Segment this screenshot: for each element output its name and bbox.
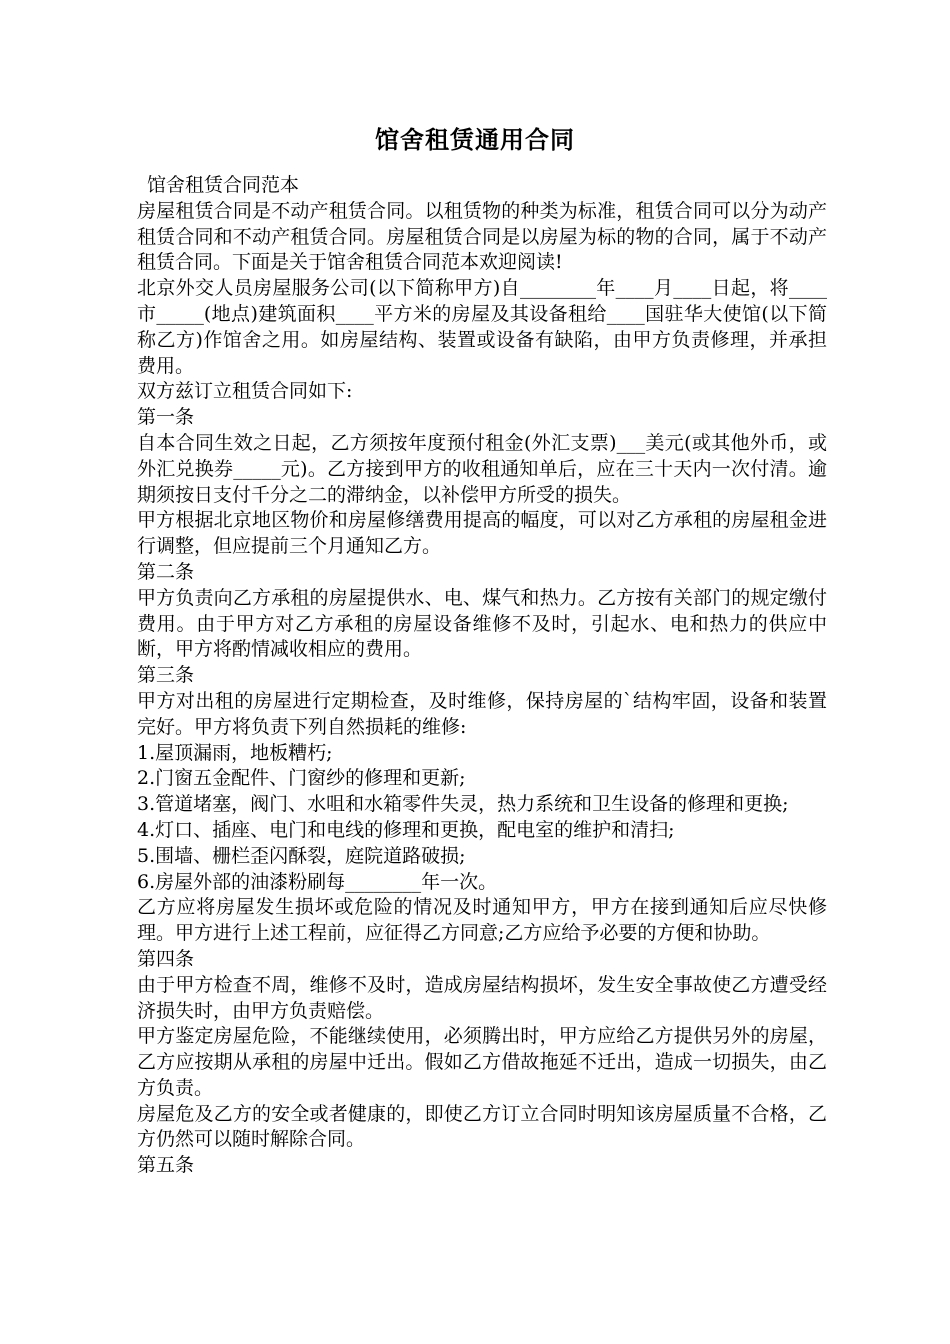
preamble-paragraph: 北京外交人员房屋服务公司(以下简称甲方)自________年____月____日起，将____市_____(地点)建筑面积____平方米的房屋及其设备租给____国驻华大使馆(以下简称乙方)作馆舍之用。如房屋结构、装置或设备有缺陷，由甲方负责修理，并承担费用。 (137, 277, 827, 377)
article-paragraph: 房屋危及乙方的安全或者健康的，即使乙方订立合同时明知该房屋质量不合格，乙方仍然可以随时解除合同。 (137, 1102, 827, 1151)
intro-paragraph: 房屋租赁合同是不动产租赁合同。以租赁物的种类为标准，租赁合同可以分为动产租赁合同和不动产租赁合同。房屋租赁合同是以房屋为标的物的合同，属于不动产租赁合同。下面是关于馆舍租赁合同范本欢迎阅读! (137, 199, 827, 274)
article-paragraph: 乙方应将房屋发生损坏或危险的情况及时通知甲方，甲方在接到通知后应尽快修理。甲方进行上述工程前，应征得乙方同意;乙方应给予必要的方便和协助。 (137, 896, 827, 945)
article-heading: 第二条 (137, 560, 195, 583)
article-heading: 第五条 (137, 1154, 195, 1177)
list-item: 4.灯口、插座、电门和电线的修理和更换，配电室的维护和清扫; (137, 818, 675, 841)
document-title: 馆舍租赁通用合同 (375, 125, 575, 155)
article-paragraph: 甲方根据北京地区物价和房屋修缮费用提高的幅度，可以对乙方承租的房屋租金进行调整，但应提前三个月通知乙方。 (137, 509, 827, 558)
list-item: 3.管道堵塞，阀门、水咀和水箱零件失灵，热力系统和卫生设备的修理和更换; (137, 793, 789, 816)
article-paragraph: 甲方对出租的房屋进行定期检查，及时维修，保持房屋的`结构牢固，设备和装置完好。甲方将负责下列自然损耗的维修: (137, 689, 827, 738)
article-heading: 第三条 (137, 664, 195, 687)
article-heading: 第四条 (137, 947, 195, 970)
article-paragraph: 由于甲方检查不周，维修不及时，造成房屋结构损坏，发生安全事故使乙方遭受经济损失时，由甲方负责赔偿。 (137, 973, 827, 1022)
list-item: 2.门窗五金配件、门窗纱的修理和更新; (137, 767, 466, 790)
document-body (137, 173, 827, 1179)
article-paragraph: 自本合同生效之日起，乙方须按年度预付租金(外汇支票)___美元(或其他外币，或外汇兑换券_____元)。乙方接到甲方的收租通知单后，应在三十天内一次付清。逾期须按日支付千分之二的滞纳金，以补偿甲方所受的损失。 (137, 431, 827, 506)
article-heading: 第一条 (137, 406, 195, 429)
article-paragraph: 甲方负责向乙方承租的房屋提供水、电、煤气和热力。乙方按有关部门的规定缴付费用。由于甲方对乙方承租的房屋设备维修不及时，引起水、电和热力的供应中断，甲方将酌情减收相应的费用。 (137, 586, 827, 661)
list-item: 1.屋顶漏雨，地板糟朽; (137, 741, 333, 764)
list-item: 5.围墙、栅栏歪闪酥裂，庭院道路破损; (137, 844, 466, 867)
document-subtitle: 馆舍租赁合同范本 (147, 174, 300, 196)
article-paragraph: 甲方鉴定房屋危险，不能继续使用，必须腾出时，甲方应给乙方提供另外的房屋，乙方应按期从承租的房屋中迁出。假如乙方借故拖延不迁出，造成一切损失，由乙方负责。 (137, 1025, 827, 1099)
agreement-statement: 双方兹订立租赁合同如下: (137, 380, 353, 403)
list-item: 6.房屋外部的油漆粉刷每________年一次。 (137, 870, 498, 893)
